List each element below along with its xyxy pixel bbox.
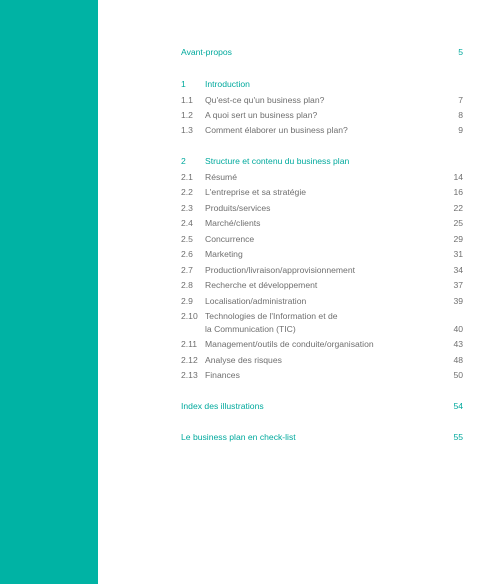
- toc-title: Avant-propos: [181, 47, 232, 57]
- toc-number: 2.7: [181, 265, 193, 275]
- toc-page: 50: [453, 370, 463, 380]
- toc-entry[interactable]: [181, 311, 463, 323]
- toc-page: 55: [453, 432, 463, 442]
- toc-entry[interactable]: [181, 265, 463, 277]
- toc-chapter-1[interactable]: [181, 79, 463, 91]
- toc-title: Management/outils de conduite/organisation: [205, 339, 374, 349]
- toc-page: 29: [453, 234, 463, 244]
- toc-entry[interactable]: [181, 110, 463, 122]
- sidebar-band: [0, 0, 98, 584]
- toc-page: 34: [453, 265, 463, 275]
- toc-entry[interactable]: [181, 249, 463, 261]
- toc-title: Introduction: [205, 79, 250, 89]
- toc-title: Technologies de l'Information et de: [205, 311, 338, 321]
- toc-entry[interactable]: [181, 203, 463, 215]
- toc-number: 1.1: [181, 95, 193, 105]
- toc-page: 48: [453, 355, 463, 365]
- toc-page: 43: [453, 339, 463, 349]
- toc-title: A quoi sert un business plan?: [205, 110, 318, 120]
- toc-number: 2.8: [181, 280, 193, 290]
- toc-entry[interactable]: [181, 172, 463, 184]
- toc-entry-check-list[interactable]: [181, 432, 463, 444]
- toc-title: Localisation/administration: [205, 296, 307, 306]
- toc-entry[interactable]: [181, 370, 463, 382]
- toc-title: Recherche et développement: [205, 280, 318, 290]
- toc-entry[interactable]: [181, 234, 463, 246]
- toc-page: 37: [453, 280, 463, 290]
- toc-number: 1.2: [181, 110, 193, 120]
- toc-title: Production/livraison/approvisionnement: [205, 265, 355, 275]
- toc-title: L'entreprise et sa stratégie: [205, 187, 307, 197]
- toc-entry[interactable]: [181, 296, 463, 308]
- toc-entry[interactable]: [181, 125, 463, 137]
- toc-page: 16: [453, 187, 463, 197]
- toc-chapter-2[interactable]: [181, 156, 463, 168]
- toc-entry[interactable]: [181, 218, 463, 230]
- toc-page: 5: [458, 47, 463, 57]
- toc-title: Comment élaborer un business plan?: [205, 125, 348, 135]
- toc-number: 1: [181, 79, 186, 89]
- toc-number: 2.4: [181, 218, 193, 228]
- toc-number: 2.6: [181, 249, 193, 259]
- toc-entry-continuation[interactable]: [181, 324, 463, 336]
- toc-page: 25: [453, 218, 463, 228]
- toc-number: 2.5: [181, 234, 193, 244]
- toc-number: 2.2: [181, 187, 193, 197]
- toc-title: Finances: [205, 370, 240, 380]
- toc-title: Analyse des risques: [205, 355, 282, 365]
- toc-page: 22: [453, 203, 463, 213]
- toc-title: Le business plan en check-list: [181, 432, 296, 442]
- toc-entry[interactable]: [181, 339, 463, 351]
- toc-number: 2.13: [181, 370, 198, 380]
- toc-entry[interactable]: [181, 355, 463, 367]
- toc-title: Résumé: [205, 172, 237, 182]
- toc-number: 2.9: [181, 296, 193, 306]
- toc-number: 2.12: [181, 355, 198, 365]
- toc-number: 2: [181, 156, 186, 166]
- toc-page: 31: [453, 249, 463, 259]
- toc-number: 2.11: [181, 339, 198, 349]
- toc-number: 1.3: [181, 125, 193, 135]
- toc-entry-avant-propos[interactable]: [181, 47, 463, 59]
- toc-page: 54: [453, 401, 463, 411]
- toc-title-continued: la Communication (TIC): [205, 324, 296, 334]
- toc-page: 7: [458, 95, 463, 105]
- toc-entry[interactable]: [181, 280, 463, 292]
- toc-number: 2.10: [181, 311, 198, 321]
- toc-title: Marché/clients: [205, 218, 261, 228]
- toc-page: 9: [458, 125, 463, 135]
- toc-page: 39: [453, 296, 463, 306]
- toc-number: 2.3: [181, 203, 193, 213]
- toc-title: Qu'est-ce qu'un business plan?: [205, 95, 325, 105]
- toc-title: Marketing: [205, 249, 243, 259]
- toc-title: Index des illustrations: [181, 401, 264, 411]
- toc-title: Concurrence: [205, 234, 255, 244]
- toc-page: 14: [453, 172, 463, 182]
- toc-entry-index-illustrations[interactable]: [181, 401, 463, 413]
- toc-page: 40: [453, 324, 463, 334]
- toc-entry[interactable]: [181, 95, 463, 107]
- toc-title: Structure et contenu du business plan: [205, 156, 350, 166]
- toc-entry[interactable]: [181, 187, 463, 199]
- toc-title: Produits/services: [205, 203, 271, 213]
- toc-page: 8: [458, 110, 463, 120]
- toc-number: 2.1: [181, 172, 193, 182]
